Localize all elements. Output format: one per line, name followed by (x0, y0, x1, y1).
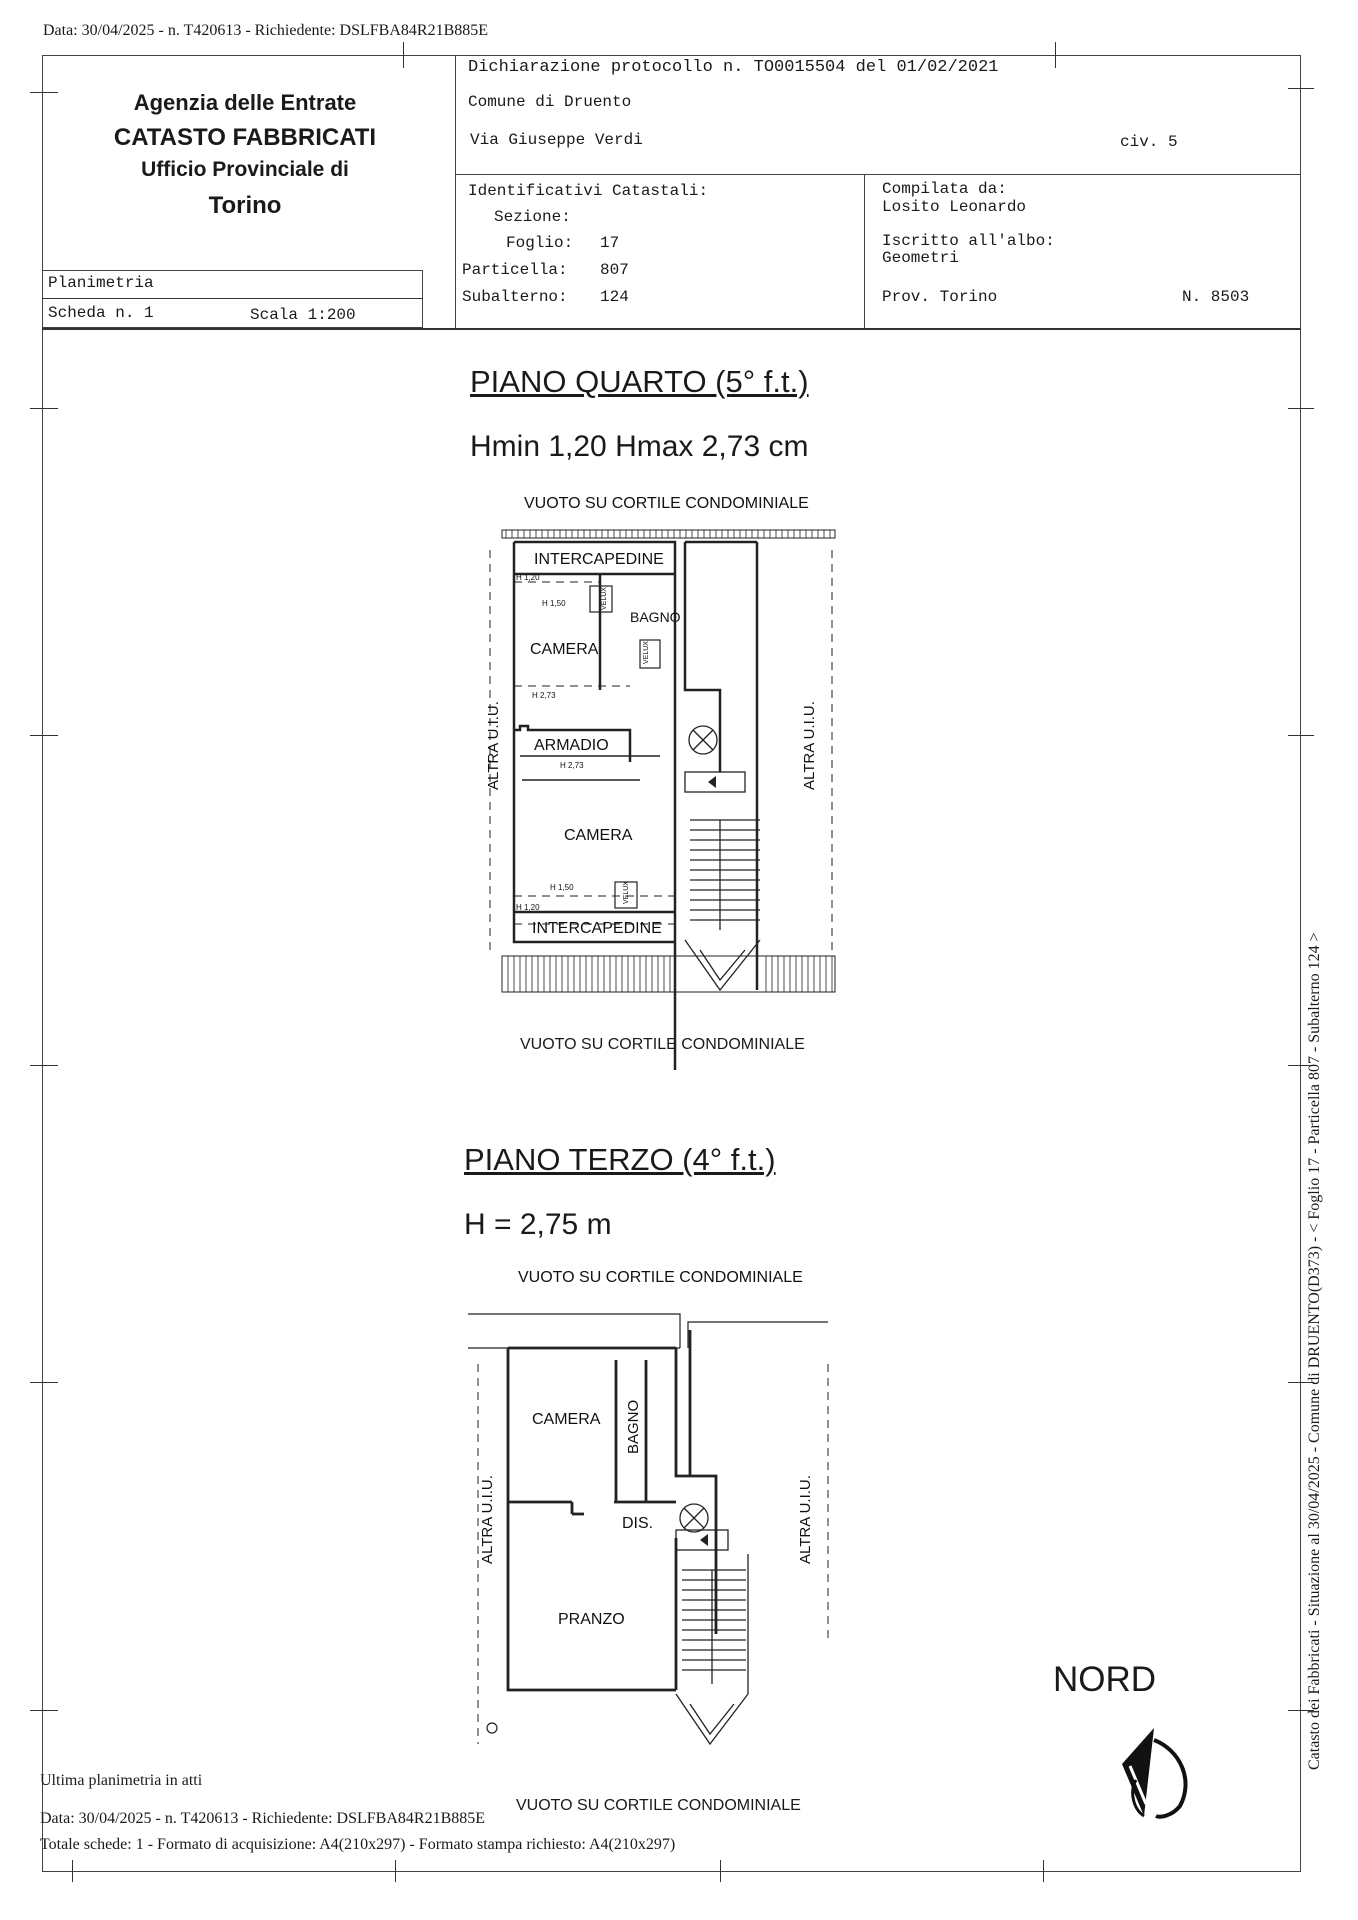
plan-lower-drawing (464, 1264, 864, 1784)
upper-note-h273-a: H 2,73 (532, 691, 556, 700)
lower-room-bagno: BAGNO (625, 1399, 642, 1454)
plan-upper-heights: Hmin 1,20 Hmax 2,73 cm (470, 430, 809, 463)
upper-top-label: VUOTO SU CORTILE CONDOMINIALE (524, 495, 809, 512)
top-meta: Data: 30/04/2025 - n. T420613 - Richiedente: DSLFBA84R21B885E (43, 22, 489, 39)
compilata-title: Compilata da: (882, 180, 1007, 198)
upper-arrow (708, 776, 716, 788)
prov: Prov. Torino (882, 288, 998, 306)
header-divider (42, 328, 1301, 330)
footer-data: Data: 30/04/2025 - n. T420613 - Richiedente: DSLFBA84R21B885E (40, 1810, 486, 1827)
tick-left-2 (30, 408, 58, 409)
upper-note-velux-2: VELUX (643, 641, 650, 664)
tick-top-1 (403, 42, 404, 68)
plan-upper-title: PIANO QUARTO (5° f.t.) (470, 364, 809, 399)
upper-top-wall (502, 530, 835, 538)
upper-right-label: ALTRA U.I.U. (801, 701, 818, 790)
lower-right-label: ALTRA U.I.U. (797, 1475, 814, 1564)
lower-drain (487, 1723, 497, 1733)
lower-room-dis: DIS. (622, 1515, 654, 1532)
comune: Comune di Druento (468, 93, 632, 111)
iscritto-label: Iscritto all'albo: (882, 232, 1055, 250)
particella-label: Particella: (462, 261, 568, 279)
plan-lower-heights: H = 2,75 m (464, 1208, 612, 1241)
tick-left-1 (30, 92, 58, 93)
agency-name: Agenzia delle Entrate (133, 90, 357, 115)
lower-stairs (676, 1504, 748, 1744)
plan-lower-title: PIANO TERZO (4° f.t.) (464, 1142, 776, 1177)
tick-bottom-3 (720, 1860, 721, 1882)
upper-armadio (520, 756, 660, 780)
lower-left-label: ALTRA U.I.U. (479, 1475, 496, 1564)
foglio-value: 17 (600, 234, 620, 252)
footer-ultima: Ultima planimetria in atti (40, 1772, 203, 1789)
lower-room-camera: CAMERA (532, 1411, 601, 1428)
sezione-label: Sezione: (494, 208, 571, 226)
side-text: Catasto dei Fabbricati - Situazione al 30/04/2025 - Comune di DRUENTO(D373) - < Foglio 17 - Particella 807 - Subalterno 124 > (1306, 932, 1323, 1770)
scheda-number: Scheda n. 1 (48, 304, 154, 322)
upper-room-camera-2: CAMERA (564, 827, 633, 844)
agency-city: Torino (208, 192, 282, 219)
civico: civ. 5 (1120, 133, 1178, 151)
albo-number: N. 8503 (1182, 288, 1250, 306)
albo: Geometri (882, 249, 959, 267)
upper-left-label: ALTRA U.I.U. (485, 701, 502, 790)
tick-right-2 (1288, 408, 1314, 409)
plan-lower-bottom-label: VUOTO SU CORTILE CONDOMINIALE (516, 1797, 801, 1814)
subalterno-value: 124 (600, 288, 629, 306)
upper-note-h150-top: H 1,50 (542, 599, 566, 608)
tick-left-4 (30, 1065, 58, 1066)
upper-room-bagno: BAGNO (630, 609, 681, 625)
upper-note-velux-1: VELUX (601, 587, 608, 610)
plan-upper-drawing (470, 490, 860, 1070)
upper-top-hatch (506, 530, 830, 538)
tick-right-3 (1288, 735, 1314, 736)
scala: Scala 1:200 (250, 306, 356, 324)
lower-roof (468, 1314, 828, 1348)
agency-block (60, 90, 430, 220)
compilata-name: Losito Leonardo (882, 198, 1027, 216)
upper-note-h120-top: H 1,20 (516, 573, 540, 582)
lower-dashed (478, 1364, 828, 1744)
tick-left-6 (30, 1710, 58, 1711)
lower-walls (508, 1330, 716, 1690)
particella-value: 807 (600, 261, 629, 279)
nord-label: NORD (1053, 1660, 1157, 1699)
upper-note-h150-bottom: H 1,50 (550, 883, 574, 892)
agency-department: CATASTO FABBRICATI (113, 124, 377, 151)
upper-note-velux-3: VELUX (623, 881, 630, 904)
upper-room-intercapedine-top: INTERCAPEDINE (534, 551, 664, 568)
declaration-line: Dichiarazione protocollo n. TO0015504 del 01/02/2021 (468, 58, 999, 77)
identificativi-title: Identificativi Catastali: (468, 182, 709, 200)
upper-bottom-wall (502, 956, 835, 992)
tick-bottom-2 (395, 1860, 396, 1882)
upper-room-intercapedine-bottom: INTERCAPEDINE (532, 920, 662, 937)
planimetria-label: Planimetria (48, 274, 154, 292)
via: Via Giuseppe Verdi (470, 131, 643, 149)
tick-left-5 (30, 1382, 58, 1383)
tick-bottom-4 (1043, 1860, 1044, 1882)
agency-office: Ufficio Provinciale di (141, 158, 349, 181)
footer-totale: Totale schede: 1 - Formato di acquisizione: A4(210x297) - Formato stampa richiesto: A4(210x297) (40, 1836, 676, 1853)
subalterno-label: Subalterno: (462, 288, 568, 306)
upper-room-camera-1: CAMERA (530, 641, 599, 658)
lower-arrow (700, 1534, 708, 1546)
upper-stairs (685, 726, 760, 990)
tick-top-2 (1055, 42, 1056, 68)
lower-room-pranzo: PRANZO (558, 1611, 625, 1628)
tick-right-1 (1288, 88, 1314, 89)
upper-note-h273-b: H 2,73 (560, 761, 584, 770)
tick-bottom-1 (72, 1860, 73, 1882)
upper-note-h120-bottom: H 1,20 (516, 903, 540, 912)
north-arrow-icon (1110, 1720, 1200, 1820)
plan-upper-bottom-label: VUOTO SU CORTILE CONDOMINIALE (520, 1036, 805, 1053)
lower-top-label: VUOTO SU CORTILE CONDOMINIALE (518, 1269, 803, 1286)
tick-left-3 (30, 735, 58, 736)
planimetria-divider (42, 298, 423, 299)
upper-bottom-hatch (508, 956, 832, 992)
foglio-label: Foglio: (506, 234, 574, 252)
upper-room-armadio: ARMADIO (534, 737, 609, 754)
